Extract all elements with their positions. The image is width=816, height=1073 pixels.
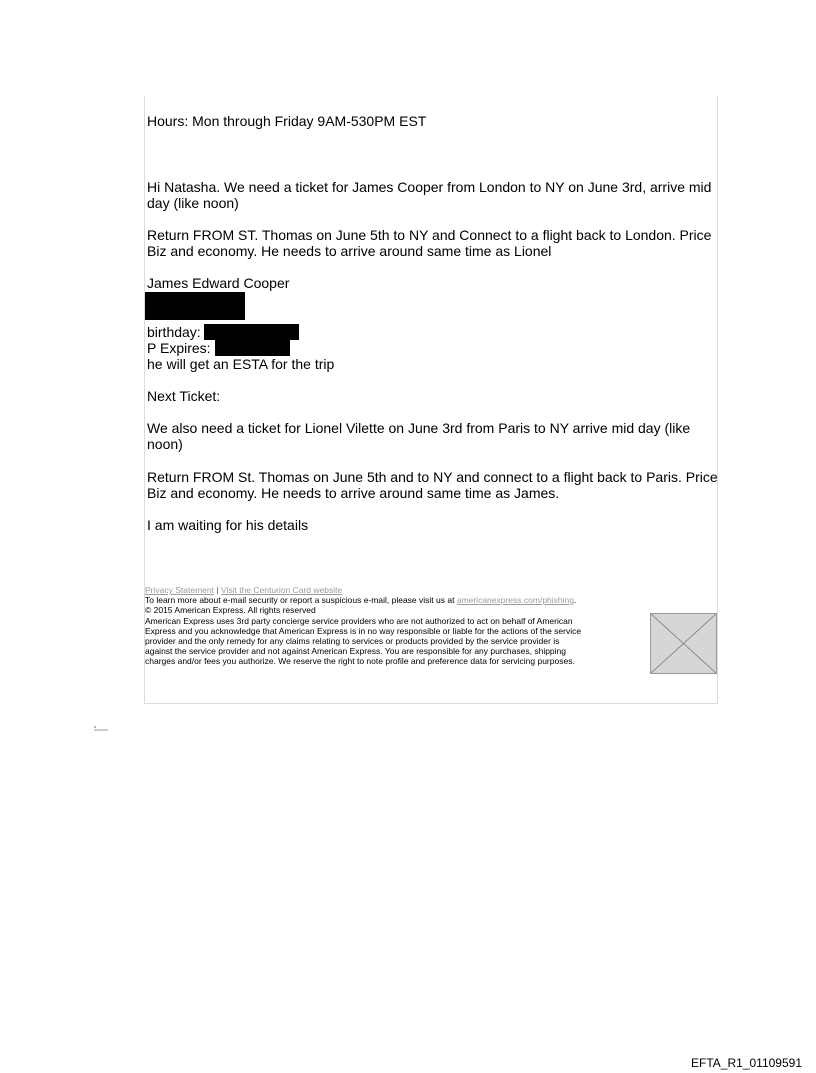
broken-image-placeholder: [650, 613, 717, 674]
disclaimer-line: Express and you acknowledge that American Express is in no way responsible or liable for the actions of the service: [145, 626, 582, 636]
waiting-line: I am waiting for his details: [147, 517, 309, 533]
esta-note: he will get an ESTA for the trip: [147, 356, 335, 372]
security-period: .: [573, 595, 577, 605]
return-paragraph-1-line-1: Return FROM ST. Thomas on June 5th to NY and Connect to a flight back to London. Price: [147, 227, 712, 243]
request-paragraph-2-line-2: noon): [147, 436, 183, 452]
copyright: © 2015 American Express. All rights reserved: [145, 605, 316, 615]
phishing-link[interactable]: americanexpress.com/phishing: [456, 595, 574, 605]
return-paragraph-1-line-2: Biz and economy. He needs to arrive around same time as Lionel: [147, 243, 552, 259]
request-paragraph-1-line-1: Hi Natasha. We need a ticket for James Cooper from London to NY on June 3rd, arrive mid: [147, 179, 712, 195]
document-id: EFTA_R1_01109591: [691, 1056, 802, 1070]
passport-expires-label: P Expires:: [147, 340, 211, 356]
disclaimer-line: provider and the only remedy for any claims relating to services or products provided by the service provider is: [145, 636, 560, 646]
scan-mark: [93, 719, 109, 725]
disclaimer-line: against the service provider and not against American Express. You are responsible for any purchases, shipping: [145, 646, 566, 656]
privacy-statement-link[interactable]: Privacy Statement: [145, 585, 214, 595]
footer-separator: |: [216, 585, 219, 595]
next-ticket-heading: Next Ticket:: [147, 388, 221, 404]
footer-links: [145, 585, 342, 595]
centurion-website-link[interactable]: Visit the Centurion Card website: [220, 585, 343, 595]
hours-line: Hours: Mon through Friday 9AM-530PM EST: [147, 113, 427, 129]
birthday-label: birthday:: [147, 324, 201, 340]
disclaimer-line: American Express uses 3rd party concierge service providers who are not authorized to act on behalf of American: [145, 616, 573, 626]
return-paragraph-2-line-2: Biz and economy. He needs to arrive around same time as James.: [147, 485, 560, 501]
request-paragraph-2-line-1: We also need a ticket for Lionel Vilette on June 3rd from Paris to NY arrive mid day (like: [147, 420, 691, 436]
redaction-block: [145, 292, 245, 320]
passenger-name: James Edward Cooper: [147, 275, 290, 291]
security-text: To learn more about e-mail security or report a suspicious e-mail, please visit us at: [145, 595, 455, 605]
security-notice: [145, 595, 576, 605]
redaction-block: [204, 324, 299, 340]
return-paragraph-2-line-1: Return FROM St. Thomas on June 5th and to NY and connect to a flight back to Paris. Price: [147, 469, 718, 485]
request-paragraph-1-line-2: day (like noon): [147, 195, 239, 211]
redaction-block: [215, 340, 290, 356]
disclaimer-line: charges and/or fees you authorize. We reserve the right to note profile and preference data for servicing purposes.: [145, 656, 575, 666]
image-placeholder-icon: [651, 614, 716, 673]
